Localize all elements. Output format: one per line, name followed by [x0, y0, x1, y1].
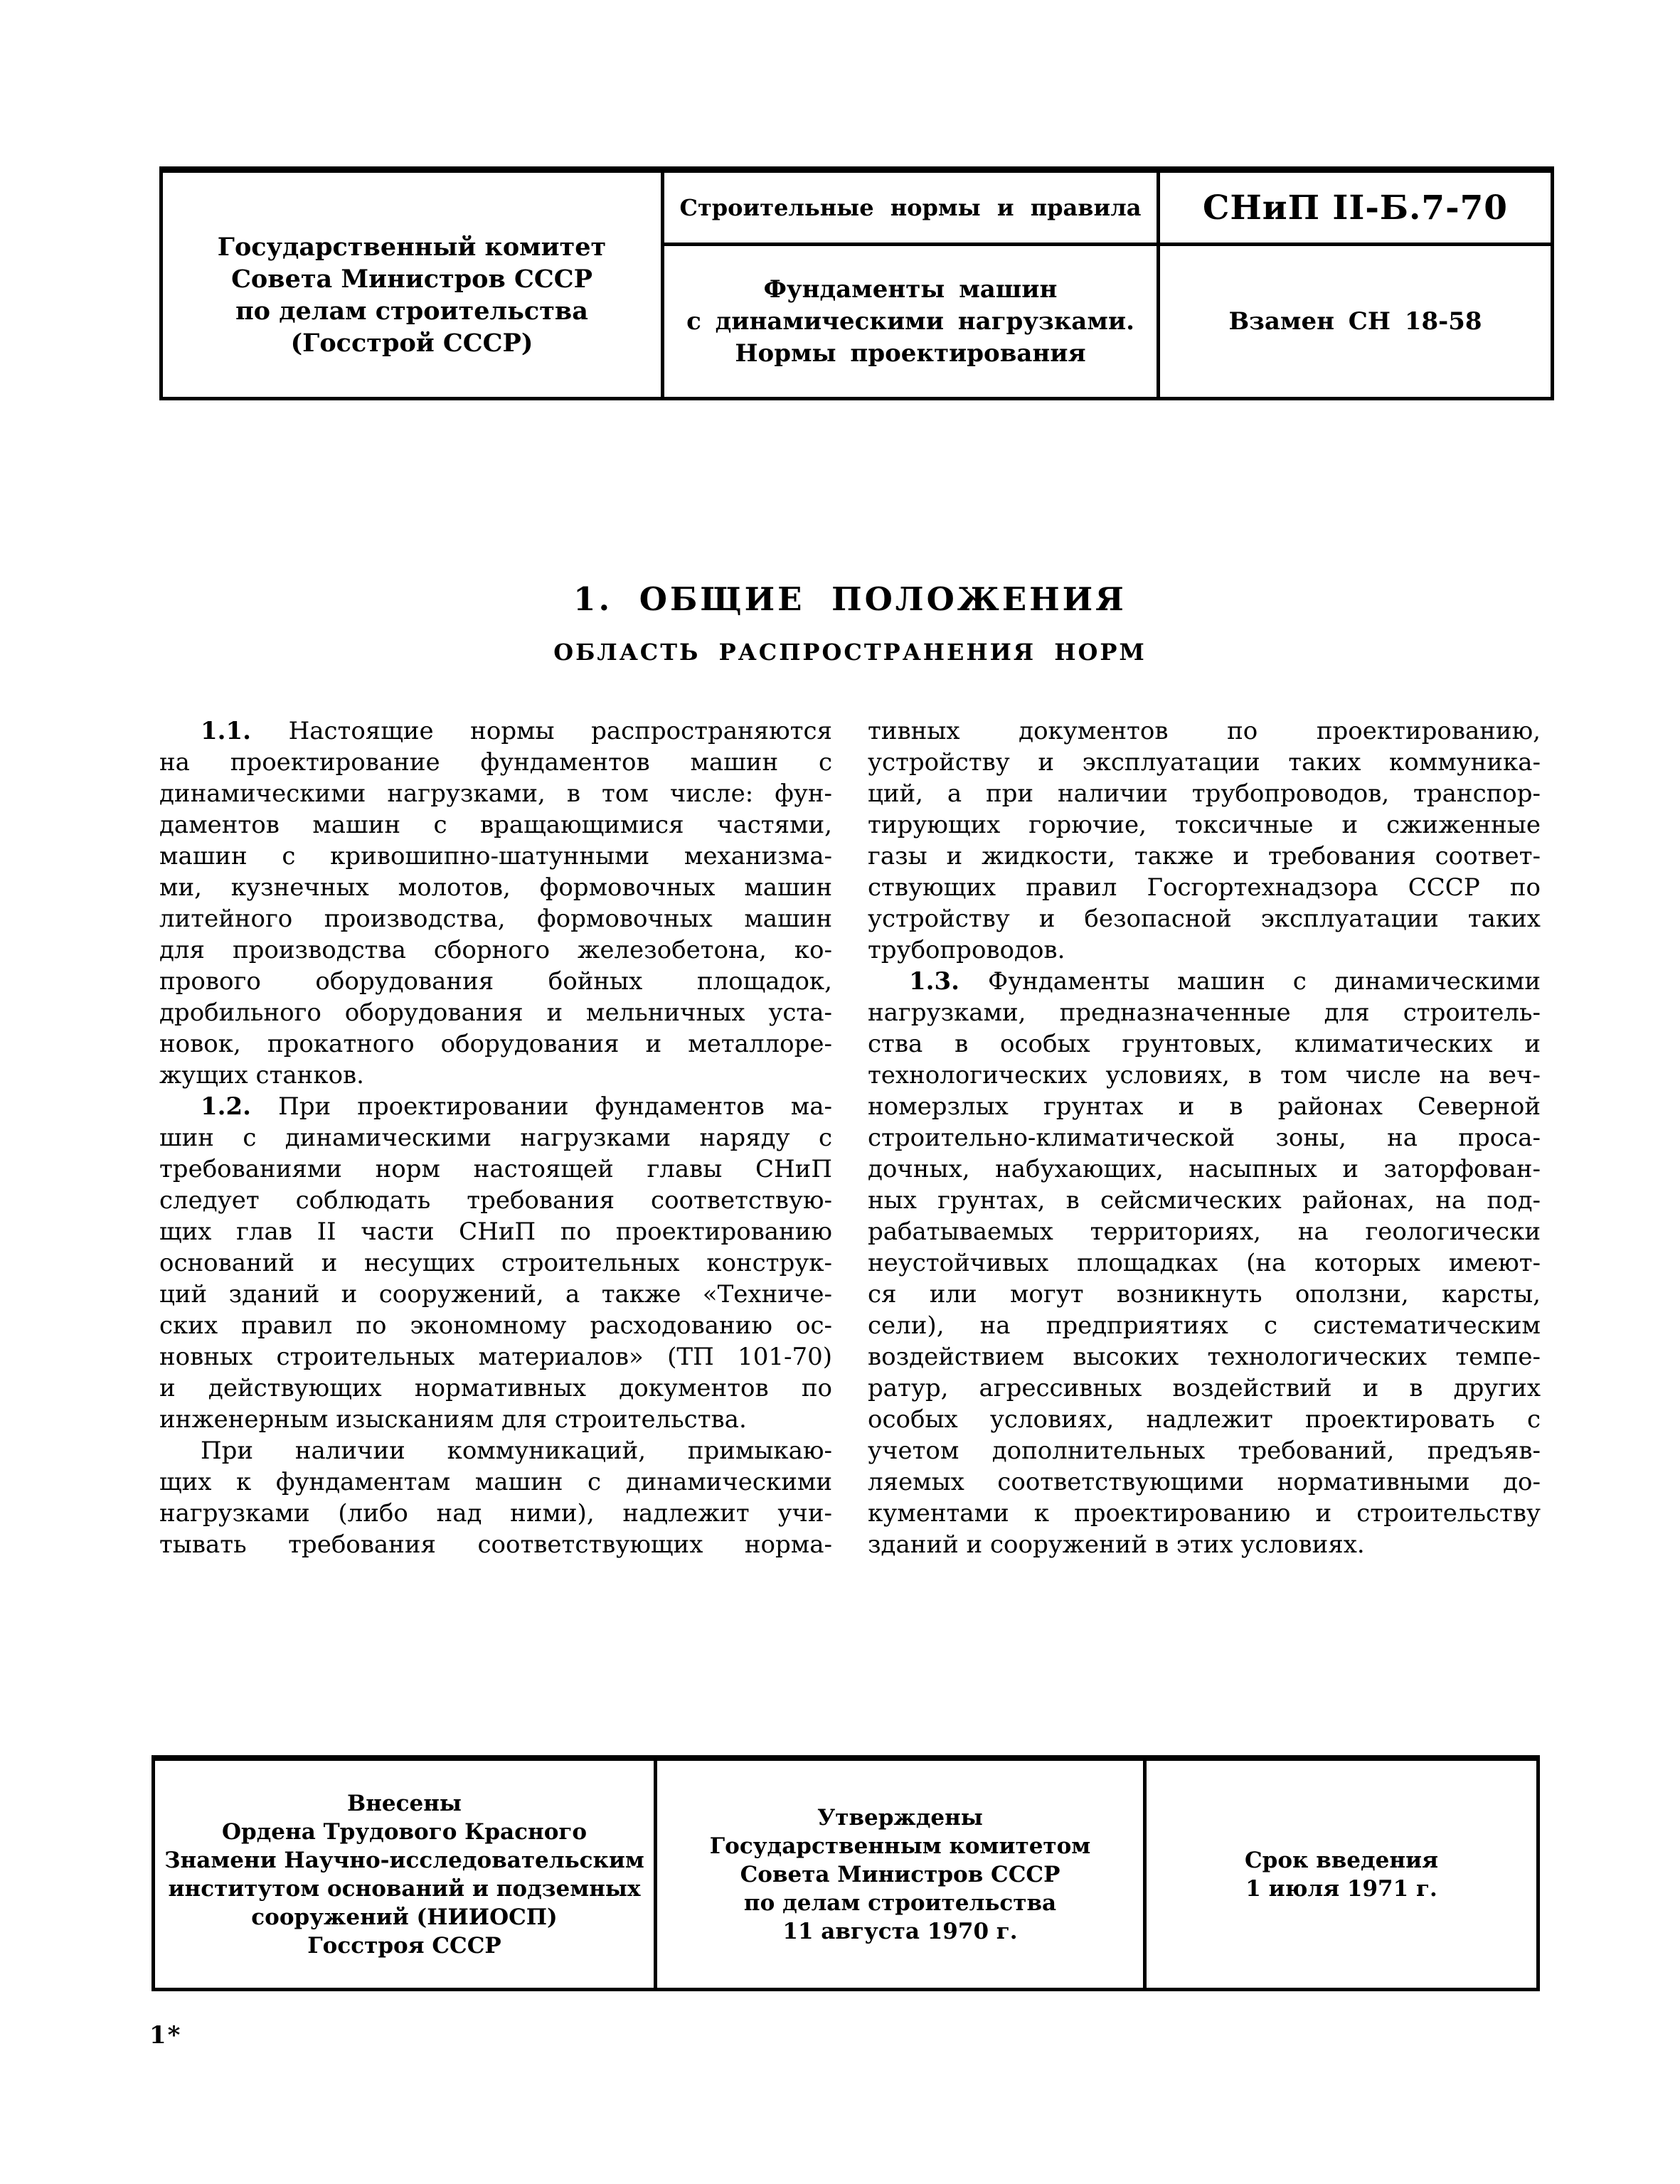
text-line: технологических условиях, в том числе на веч- [868, 1061, 1541, 1090]
text-line: номерзлых грунтах и в районах Северной [868, 1092, 1541, 1121]
text-line: ных грунтах, в сейсмических районах, на под- [868, 1186, 1541, 1215]
text-line: Нормы проектирования [735, 339, 1086, 368]
text-line: ствующих правил Госгортехнадзора СССР по [868, 873, 1541, 902]
text-line: для производства сборного железобетона, ко- [159, 936, 832, 964]
text-line: устройству и безопасной эксплуатации таких [868, 905, 1541, 933]
text-line: Государственным комитетом [709, 1833, 1091, 1859]
header-table [159, 166, 1554, 400]
document-category: Строительные нормы и правила [664, 173, 1157, 246]
paragraph-number: 1.1. [201, 717, 289, 745]
right-text-column [868, 715, 1541, 1560]
text-line: ций зданий и сооружений, а также «Техниче- [159, 1280, 832, 1309]
text-line: дочных, набухающих, насыпных и заторфован- [868, 1155, 1541, 1183]
text-line: следует соблюдать требования соответствую- [159, 1186, 832, 1215]
text-line: динамическими нагрузками, в том числе: фун- [159, 779, 832, 808]
footer-table [151, 1755, 1540, 1991]
signature-mark: 1* [149, 2021, 182, 2050]
text-line: сели), на предприятиях с систематическим [868, 1311, 1541, 1340]
text-line: кументами к проектированию и строительству [868, 1499, 1541, 1528]
text-line: с динамическими нагрузками. [686, 307, 1134, 336]
text-line: трубопроводов. [868, 936, 1065, 964]
text-line: по делам строительства [235, 296, 588, 326]
paragraph-number: 1.3. [909, 967, 988, 996]
text-line: машин с кривошипно-шатунными механизма- [159, 842, 832, 870]
text-line: 1 июля 1971 г. [1245, 1875, 1437, 1902]
text-line: по делам строительства [743, 1890, 1057, 1916]
replaces-note: Взамен СН 18-58 [1228, 307, 1482, 336]
text-line: тивных документов по проектированию, [868, 717, 1541, 745]
body-text [159, 715, 1541, 1560]
text-line: 1.1. Настоящие нормы распространяются [201, 717, 832, 745]
text-line: дробильного оборудования и мельничных уста- [159, 998, 832, 1027]
approved-by-cell [657, 1761, 1147, 1988]
text-line: щих глав II части СНиП по проектированию [159, 1218, 832, 1246]
text-line: шин с динамическими нагрузками наряду с [159, 1124, 832, 1152]
text-line: рабатываемых территориях, на геологически [868, 1218, 1541, 1246]
section-subtitle: ОБЛАСТЬ РАСПРОСТРАНЕНИЯ НОРМ [553, 639, 1147, 666]
text-line: новок, прокатного оборудования и металлоре- [159, 1030, 832, 1058]
text-line: нагрузками (либо над ними), надлежит учи- [159, 1499, 832, 1528]
header-right-column [1160, 173, 1551, 397]
text-line: Утверждены [817, 1804, 983, 1831]
text-line: 1.3. Фундаменты машин с динамическими [909, 967, 1541, 996]
text-line: Фундаменты машин [763, 275, 1058, 304]
text-line: Совета Министров СССР [231, 264, 592, 294]
text-line: ся или могут возникнуть оползни, карсты, [868, 1280, 1541, 1309]
text-line: оснований и несущих строительных конструк- [159, 1249, 832, 1277]
text-line: устройству и эксплуатации таких коммуника- [868, 748, 1541, 777]
text-line: нагрузками, предназначенные для строитель- [868, 998, 1541, 1027]
text-line: тирующих горючие, токсичные и сжиженные [868, 811, 1541, 839]
effective-date-cell [1147, 1761, 1536, 1988]
text-line: газы и жидкости, также и требования соответ- [868, 842, 1541, 870]
text-line: зданий и сооружений в этих условиях. [868, 1530, 1365, 1559]
issuing-organization-cell [163, 173, 664, 397]
text-line: инженерным изысканиям для строительства. [159, 1405, 747, 1434]
text-line: ратур, агрессивных воздействий и в других [868, 1374, 1541, 1402]
text-line: 1.2. При проектировании фундаментов ма- [201, 1092, 832, 1121]
text-line: даментов машин с вращающимися частями, [159, 811, 832, 839]
text-line: При наличии коммуникаций, примыкаю- [201, 1437, 832, 1465]
text-line: ских правил по экономному расходованию ос- [159, 1311, 832, 1340]
text-line: прового оборудования бойных площадок, [159, 967, 832, 996]
text-line: щих к фундаментам машин с динамическими [159, 1468, 832, 1496]
text-line: (Госстрой СССР) [290, 328, 533, 358]
submitted-by-cell [155, 1761, 657, 1988]
document-code: СНиП II-Б.7-70 [1160, 173, 1551, 246]
text-line: строительно-климатической зоны, на проса- [868, 1124, 1541, 1152]
text-line: ляемых соответствующими нормативными до- [868, 1468, 1541, 1496]
text-line: тывать требования соответствующих норма- [159, 1530, 832, 1559]
text-line: ми, кузнечных молотов, формовочных машин [159, 873, 832, 902]
text-line: Знамени Научно-исследовательским [164, 1847, 644, 1873]
text-line: и действующих нормативных документов по [159, 1374, 832, 1402]
text-line: особых условиях, надлежит проектировать с [868, 1405, 1541, 1434]
section-title: 1. ОБЩИЕ ПОЛОЖЕНИЯ [573, 580, 1127, 618]
text-line: на проектирование фундаментов машин с [159, 748, 832, 777]
document-title-cell [664, 246, 1157, 397]
text-line: воздействием высоких технологических темпе- [868, 1343, 1541, 1371]
text-line: сооружений (НИИОСП) [251, 1904, 558, 1930]
text-line: Государственный комитет [217, 232, 607, 262]
text-line: требованиями норм настоящей главы СНиП [159, 1155, 832, 1183]
left-text-column [159, 715, 832, 1560]
text-line: литейного производства, формовочных машин [159, 905, 832, 933]
text-line: ства в особых грунтовых, климатических и [868, 1030, 1541, 1058]
header-middle-column [664, 173, 1160, 397]
text-line: Госстроя СССР [307, 1932, 501, 1959]
text-line: Внесены [347, 1790, 462, 1816]
text-line: учетом дополнительных требований, предъяв- [868, 1437, 1541, 1465]
paragraph-number: 1.2. [201, 1092, 279, 1121]
text-line: Срок введения [1245, 1847, 1438, 1873]
text-line: новных строительных материалов» (ТП 101-70) [159, 1343, 832, 1371]
text-line: Ордена Трудового Красного [221, 1818, 588, 1845]
text-line: 11 августа 1970 г. [782, 1918, 1018, 1944]
text-line: жущих станков. [159, 1061, 364, 1090]
text-line: Совета Министров СССР [740, 1861, 1060, 1887]
text-line: ций, а при наличии трубопроводов, транспор- [868, 779, 1541, 808]
text-line: неустойчивых площадках (на которых имеют- [868, 1249, 1541, 1277]
text-line: институтом оснований и подземных [168, 1875, 641, 1902]
